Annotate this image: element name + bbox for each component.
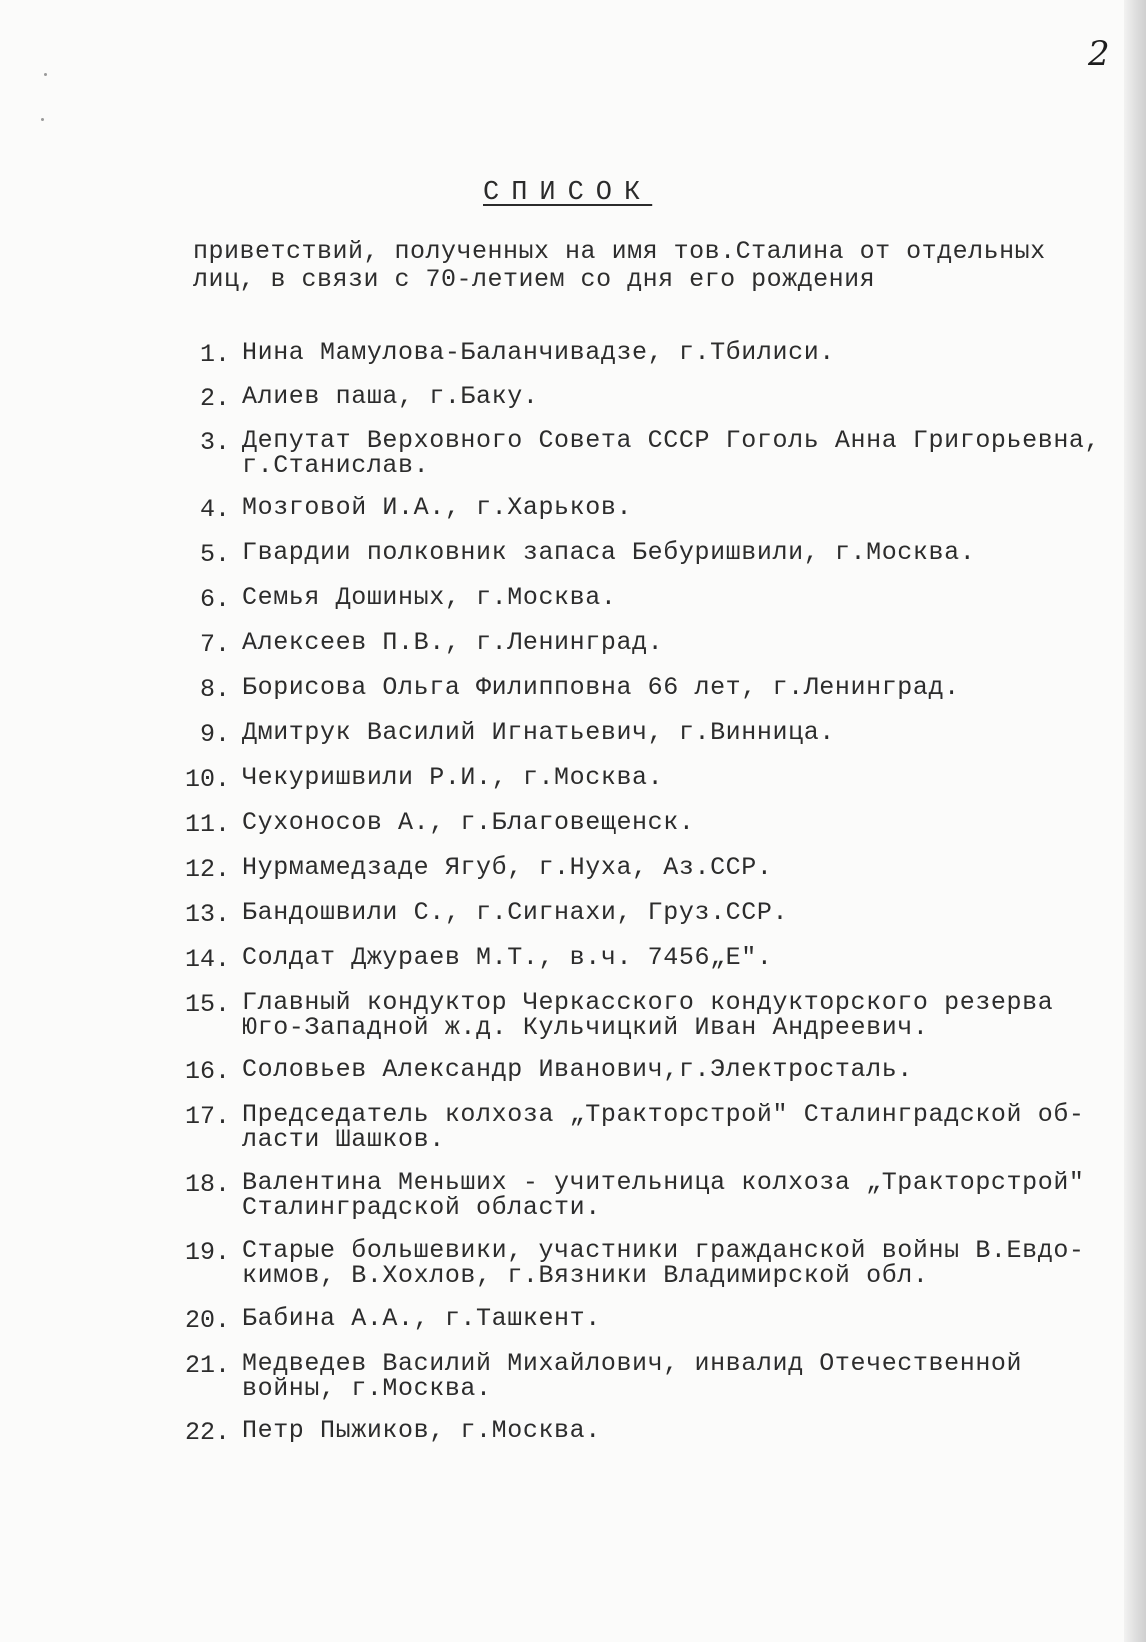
item-number: 4. — [199, 495, 230, 524]
item-number: 19. — [184, 1238, 230, 1267]
item-text: Бабина А.А., г.Ташкент. — [242, 1304, 601, 1333]
item-text: Нина Мамулова-Баланчивадзе, г.Тбилиси. — [242, 338, 835, 367]
item-text: Нурмамедзаде Ягуб, г.Нуха, Аз.ССР. — [242, 853, 773, 882]
item-text: Мозговой И.А., г.Харьков. — [242, 493, 633, 522]
item-text: Алиев паша, г.Баку. — [242, 382, 539, 411]
item-number: 13. — [184, 900, 230, 929]
item-number: 10. — [184, 765, 230, 794]
item-number: 18. — [184, 1170, 230, 1199]
item-number: 7. — [199, 630, 230, 659]
item-number: 20. — [184, 1306, 230, 1335]
page-number: 2 — [1088, 34, 1110, 74]
item-number: 3. — [199, 428, 230, 457]
item-text: Семья Дошиных, г.Москва. — [242, 583, 617, 612]
item-number: 6. — [199, 585, 230, 614]
item-number: 5. — [199, 540, 230, 569]
document-subtitle: приветствий, полученных на имя тов.Сталина от отдельных лиц, в связи с 70-летием со дня его рождения — [193, 237, 1046, 294]
item-text: Соловьев Александр Иванович,г.Электросталь. — [242, 1055, 913, 1084]
item-number: 16. — [184, 1057, 230, 1086]
item-text: Депутат Верховного Совета СССР Гоголь Анна Григорьевна, г.Станислав. — [242, 426, 1101, 480]
item-number: 8. — [199, 675, 230, 704]
item-text: Бандошвили С., г.Сигнахи, Груз.ССР. — [242, 898, 789, 927]
item-number: 2. — [199, 384, 230, 413]
document-title: СПИСОК — [483, 178, 653, 208]
paper-speck — [41, 118, 44, 121]
item-number: 12. — [184, 855, 230, 884]
item-text: Петр Пыжиков, г.Москва. — [242, 1416, 601, 1445]
item-text: Валентина Меньших - учительница колхоза „Тракторстрой" Сталинградской области. — [242, 1168, 1085, 1222]
item-text: Сухоносов А., г.Благовещенск. — [242, 808, 695, 837]
item-number: 14. — [184, 945, 230, 974]
item-text: Борисова Ольга Филипповна 66 лет, г.Ленинград. — [242, 673, 960, 702]
item-number: 11. — [184, 810, 230, 839]
item-text: Гвардии полковник запаса Бебуришвили, г.Москва. — [242, 538, 976, 567]
item-text: Алексеев П.В., г.Ленинград. — [242, 628, 664, 657]
item-text: Старые большевики, участники гражданской войны В.Евдо- кимов, В.Хохлов, г.Вязники Владимирской обл. — [242, 1236, 1085, 1290]
item-number: 9. — [199, 720, 230, 749]
item-number: 1. — [199, 340, 230, 369]
item-number: 17. — [184, 1102, 230, 1131]
item-text: Председатель колхоза „Тракторстрой" Сталинградской об- ласти Шашков. — [242, 1100, 1085, 1154]
item-text: Дмитрук Василий Игнатьевич, г.Винница. — [242, 718, 835, 747]
paper-speck — [44, 73, 47, 76]
item-number: 15. — [184, 990, 230, 1019]
item-text: Главный кондуктор Черкасского кондукторского резерва Юго-Западной ж.д. Кульчицкий Иван Андреевич. — [242, 988, 1054, 1042]
item-number: 22. — [184, 1418, 230, 1447]
item-number: 21. — [184, 1351, 230, 1380]
page-edge-shadow — [1124, 0, 1146, 1642]
item-text: Чекуришвили Р.И., г.Москва. — [242, 763, 664, 792]
item-text: Солдат Джураев М.Т., в.ч. 7456„Е". — [242, 943, 773, 972]
item-text: Медведев Василий Михайлович, инвалид Отечественной войны, г.Москва. — [242, 1349, 1023, 1403]
